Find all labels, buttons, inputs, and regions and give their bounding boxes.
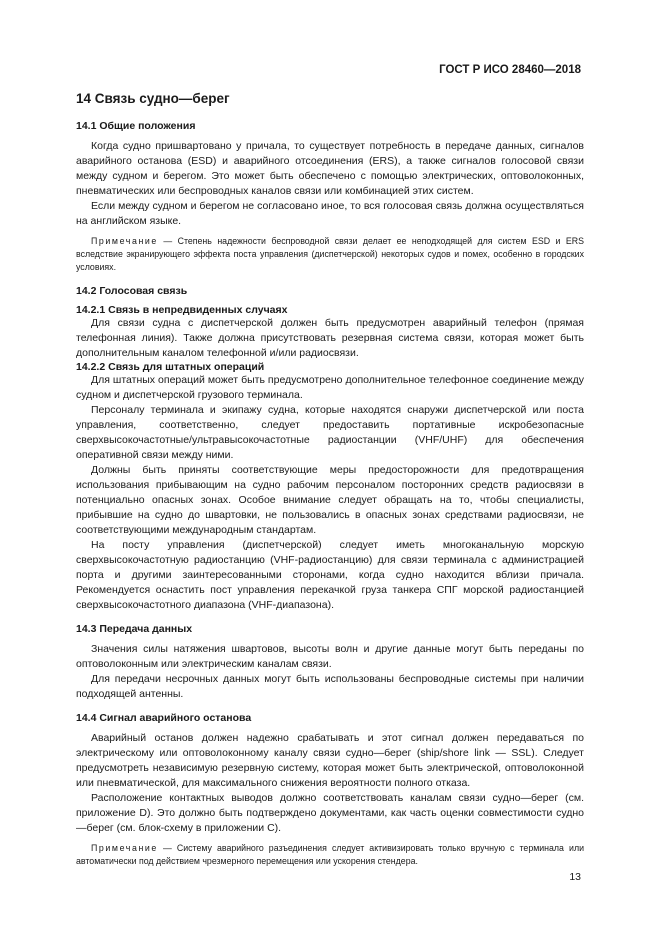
paragraph: Если между судном и берегом не согласовано иное, то вся голосовая связь должна осуществляться на английском языке.	[76, 200, 584, 227]
section-14-title: 14 Связь судно—берег	[76, 91, 230, 106]
paragraph: Для штатных операций может быть предусмотрено дополнительное телефонное соединение между судном и диспетчерской грузового терминала.	[76, 373, 584, 401]
paragraph: Аварийный останов должен надежно срабатывать и этот сигнал должен передаваться по электрическому или оптоволоконному каналу связи судно—берег (ship/shore link — SSL). Следует предусмотреть независимую резервную систему, которая может быть электрической, оптоволоконной или пневматической, для максимального снижения вероятности полного отказа.	[76, 731, 584, 789]
paragraph: Для связи судна с диспетчерской должен быть предусмотрен аварийный телефон (прямая телефонная линия). Также должна присутствовать резервная система связи, которая может быть дополнительным каналом телефонной и/или радиосвязи.	[76, 316, 584, 359]
paragraph: Когда судно пришвартовано у причала, то существует потребность в передаче данных, сигналов аварийного останова (ESD) и аварийного отсоединения (ERS), а также сигналов голосовой связи между судном и берегом. Это может быть обеспечено с помощью электрических, оптоволоконных, пневматических или беспроводных каналов связи или комбинацией этих систем.	[76, 140, 584, 197]
note-label: Примечание	[91, 842, 158, 853]
section-14-2-2-title: 14.2.2 Связь для штатных операций	[76, 360, 265, 373]
note-text: — Степень надежности беспроводной связи делает ее неподходящей для систем ESD и ERS вследствие экранирующего эффекта поста управления (диспетчерской) некоторых судов и помех, особенно в городских условиях.	[76, 236, 584, 273]
note	[76, 235, 584, 275]
page-number: 13	[569, 871, 581, 883]
paragraph: Расположение контактных выводов должно соответствовать каналам связи судно—берег (см. приложение D). Это должно быть подтверждено документами, как часть оценки совместимости судно—берег (см. блок-схему в приложении C).	[76, 791, 584, 834]
paragraph: Значения силы натяжения швартовов, высоты волн и другие данные могут быть переданы по оптоволоконным или электрическим каналам связи.	[76, 642, 584, 670]
note-label: Примечание	[91, 236, 158, 246]
paragraph: Должны быть приняты соответствующие меры предосторожности для предотвращения использования прибывающим на судно рабочим персоналом посторонних средств радиосвязи в потенциально опасных зонах. Особое внимание следует обращать на то, чтобы специалисты, прибывшие на судно до швартовки, не пользовались в опасных зонах средствами радиосвязи, не соответствующими международным стандартам.	[76, 463, 584, 536]
standard-number: ГОСТ Р ИСО 28460—2018	[439, 64, 581, 76]
paragraph: Для передачи несрочных данных могут быть использованы беспроводные системы при наличии подходящей антенны.	[76, 672, 584, 700]
section-14-2-title: 14.2 Голосовая связь	[76, 284, 188, 297]
paragraph: На посту управления (диспетчерской) следует иметь многоканальную морскую сверхвысокочастотную радиостанцию (VHF-радиостанцию) для связи терминала с администрацией порта и другими заинтересованными сторонами, когда судно находится вблизи причала. Рекомендуется оснастить пост управления перекачкой груза танкера СПГ морской радиостанцией сверхвысокочастотного диапазона (VHF-диапазона).	[76, 538, 584, 611]
section-14-1-title: 14.1 Общие положения	[76, 120, 196, 132]
paragraph: Персоналу терминала и экипажу судна, которые находятся снаружи диспетчерской или поста управления, соответственно, следует предоставить портативные искробезопасные сверхвысокочастотные/ультравысокочастотные радиостанции (VHF/UHF) для обеспечения оперативной связи между ними.	[76, 403, 584, 461]
note	[76, 842, 584, 868]
section-14-4-title: 14.4 Сигнал аварийного останова	[76, 711, 252, 724]
page-content	[76, 91, 584, 868]
note-text: — Систему аварийного разъединения следует активизировать только вручную с терминала или автоматически под действием чрезмерного перемещения или ускорения стендера.	[76, 842, 584, 866]
section-14-3-title: 14.3 Передача данных	[76, 622, 193, 635]
section-14-2-1-title: 14.2.1 Связь в непредвиденных случаях	[76, 303, 288, 316]
